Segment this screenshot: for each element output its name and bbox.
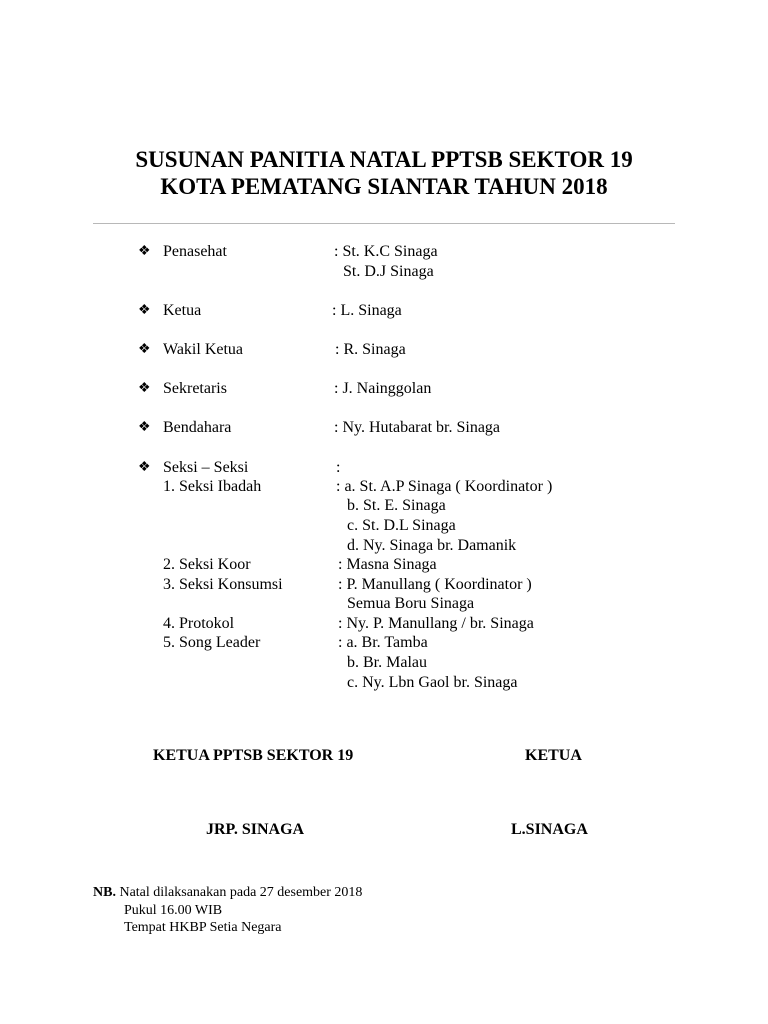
section-value: b. Br. Malau [347,654,427,671]
role-label: Wakil Ketua [163,341,244,358]
role-value: : J. Nainggolan [334,380,432,397]
section-value: : a. Br. Tamba [338,634,428,651]
signature-right-title: KETUA [525,747,582,764]
signature-left-name: JRP. SINAGA [206,821,305,838]
section-value: : Ny. P. Manullang / br. Sinaga [338,615,534,632]
role-label: Penasehat [163,243,227,260]
diamond-bullet-icon: ❖ [138,460,151,475]
section-value: d. Ny. Sinaga br. Damanik [347,537,517,554]
note-prefix: NB. [93,885,116,900]
signature-right-name: L.SINAGA [511,821,588,838]
section-value: : Masna Sinaga [338,556,437,573]
role-value: : L. Sinaga [332,302,402,319]
role-value: : St. K.C Sinaga [334,243,438,260]
role-value: : Ny. Hutabarat br. Sinaga [334,419,501,436]
diamond-bullet-icon: ❖ [138,381,151,396]
diamond-bullet-icon: ❖ [138,420,151,435]
note-line-2: Pukul 16.00 WIB [124,903,223,918]
section-label: 3. Seksi Konsumsi [163,576,283,593]
section-label: 4. Protokol [163,615,235,632]
diamond-bullet-icon: ❖ [138,342,151,357]
section-label: 5. Song Leader [163,634,261,651]
role-value: : [336,459,341,476]
section-value: : a. St. A.P Sinaga ( Koordinator ) [336,478,553,495]
section-value: : P. Manullang ( Koordinator ) [338,576,532,593]
document-title-line-1: SUSUNAN PANITIA NATAL PPTSB SEKTOR 19 [135,147,633,172]
section-label: 2. Seksi Koor [163,556,251,573]
diamond-bullet-icon: ❖ [138,303,151,318]
role-label: Seksi – Seksi [163,459,249,476]
role-value: : R. Sinaga [335,341,406,358]
diamond-bullet-icon: ❖ [138,244,151,259]
title-divider [93,223,675,224]
section-value: b. St. E. Sinaga [347,497,446,514]
note-text: Natal dilaksanakan pada 27 desember 2018 [119,885,363,900]
note-line-3: Tempat HKBP Setia Negara [124,920,282,935]
section-label: 1. Seksi Ibadah [163,478,262,495]
role-label: Sekretaris [163,380,227,397]
note-line-1 [93,884,362,901]
section-value: c. Ny. Lbn Gaol br. Sinaga [347,674,518,691]
section-value: Semua Boru Sinaga [347,595,475,612]
section-value: c. St. D.L Sinaga [347,517,456,534]
signature-left-title: KETUA PPTSB SEKTOR 19 [153,747,354,764]
role-label: Ketua [163,302,202,319]
document-title-line-2: KOTA PEMATANG SIANTAR TAHUN 2018 [160,174,608,199]
role-value: St. D.J Sinaga [343,263,434,280]
role-label: Bendahara [163,419,232,436]
